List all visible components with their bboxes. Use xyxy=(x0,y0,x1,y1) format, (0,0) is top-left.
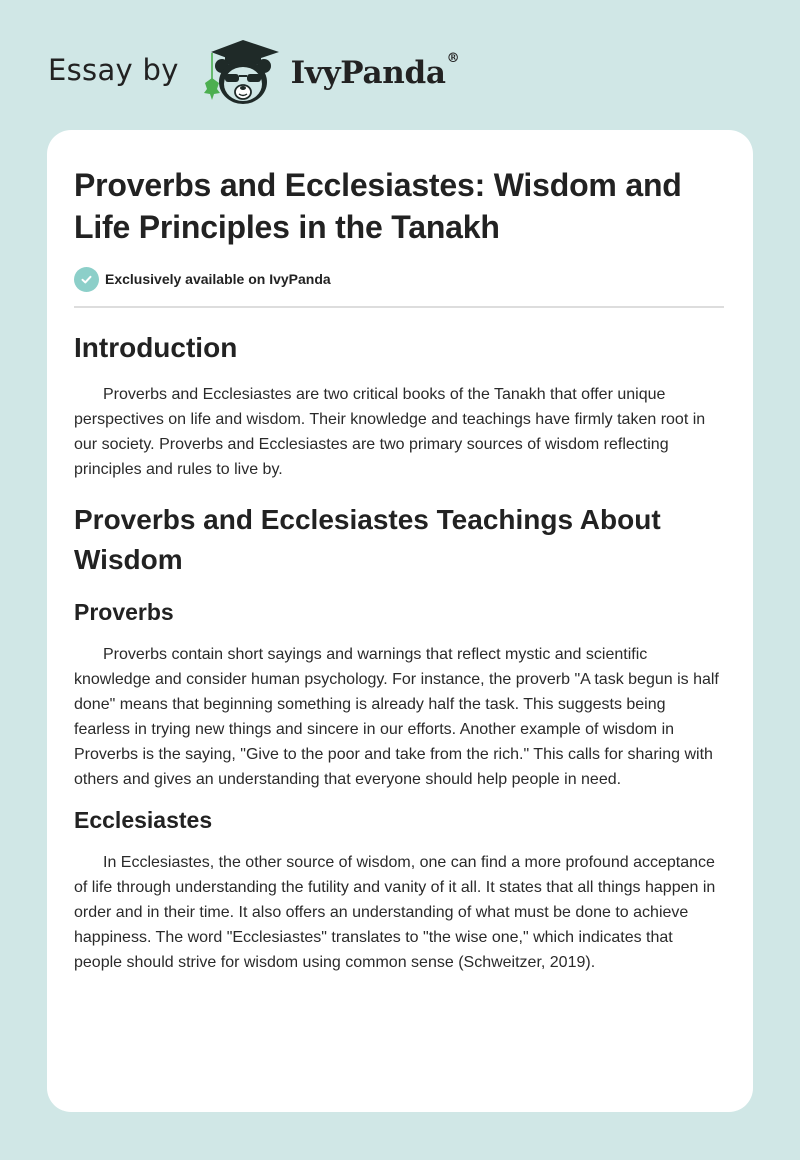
section-heading-teachings: Proverbs and Ecclesiastes Teachings About Wisdom xyxy=(74,504,661,575)
exclusive-badge xyxy=(74,266,724,292)
paragraph-introduction: Proverbs and Ecclesiastes are two critical books of the Tanakh that offer unique perspectives on life and wisdom. Their knowledge and teachings have firmly taken root in our society. Proverbs and Ecclesiastes are two primary sources of wisdom reflecting principles and rules to live by. xyxy=(74,386,706,478)
essay-by-label: Essay by xyxy=(48,53,179,87)
exclusive-label: Exclusively available on IvyPanda xyxy=(105,271,331,287)
paragraph-ecclesiastes: In Ecclesiastes, the other source of wisdom, one can find a more profound acceptance of life through understanding the futility and vanity of it all. It states that all things happen in order and in their time. It also offers an understanding of what must be done to achieve happiness. The word "Ecclesiastes" translates to "the wise one," which indicates that people should strive for wisdom using common sense (Schweitzer, 2019). xyxy=(74,854,716,971)
paragraph-proverbs: Proverbs contain short sayings and warnings that reflect mystic and scientific knowledge and consider human psychology. For instance, the proverb "A task begun is half done" means that beginning something is already half the task. This suggests being fearless in trying new things and sincere in our efforts. Another example of wisdom in Proverbs is the saying, "Give to the poor and take from the rich." This calls for sharing with others and gives an understanding that everyone should help people in need. xyxy=(74,646,719,788)
brand-name[interactable]: IvyPanda® xyxy=(290,51,460,91)
check-circle-icon xyxy=(74,267,99,292)
essay-content xyxy=(74,164,724,975)
subheading-proverbs: Proverbs xyxy=(74,599,174,625)
subheading-ecclesiastes: Ecclesiastes xyxy=(74,807,213,833)
page-title: Proverbs and Ecclesiastes: Wisdom and Life Principles in the Tanakh xyxy=(74,167,682,245)
essay-card xyxy=(47,130,753,1112)
site-header xyxy=(48,36,459,108)
section-heading-introduction: Introduction xyxy=(74,332,238,363)
title-divider xyxy=(74,306,724,308)
panda-logo-icon[interactable] xyxy=(197,36,289,108)
